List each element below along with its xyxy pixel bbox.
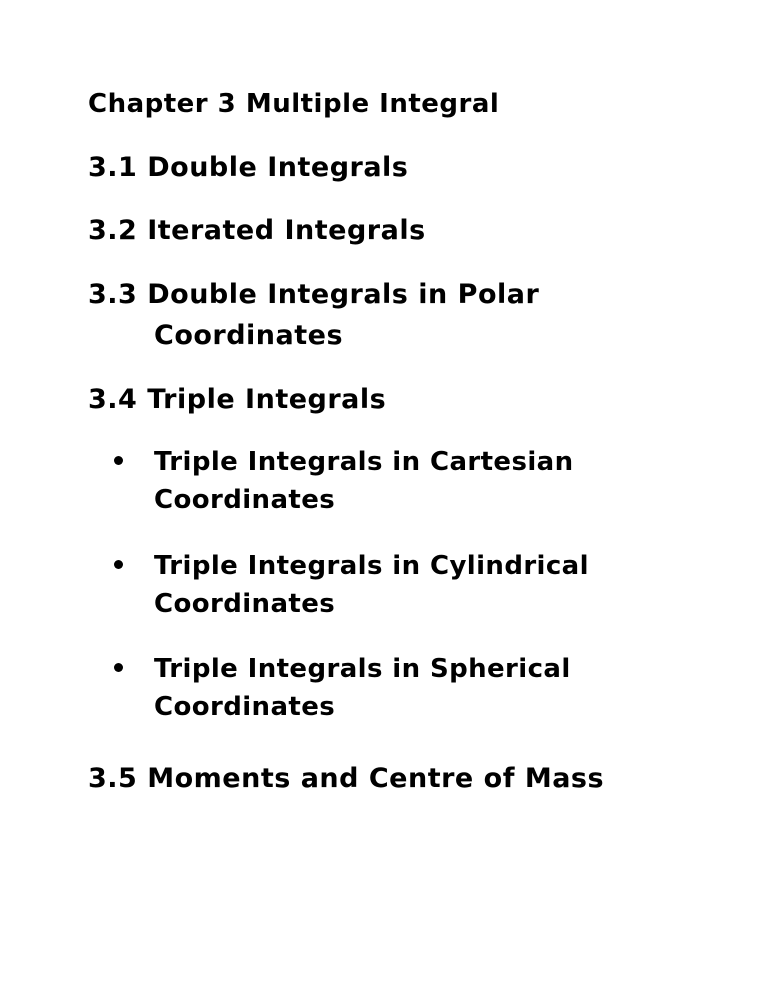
section-heading-3-3 — [88, 278, 688, 353]
list-item-line2: Coordinates — [154, 485, 336, 516]
section-heading-3-2: 3.2 Iterated Integrals — [88, 215, 426, 247]
bullet-dot-icon — [114, 456, 123, 465]
document-content — [88, 88, 688, 794]
bullet-dot-icon — [114, 663, 123, 672]
section-heading-3-3-line2: Coordinates — [154, 319, 344, 351]
list-item-line2: Coordinates — [154, 588, 336, 619]
list-item-line1: Triple Integrals in Spherical — [154, 654, 571, 685]
bullet-dot-icon — [114, 560, 123, 569]
list-item-line2: Coordinates — [154, 692, 336, 723]
list-item — [136, 446, 688, 518]
section-heading-3-5: 3.5 Moments and Centre of Mass — [88, 763, 605, 795]
section-heading-3-4: 3.4 Triple Integrals — [88, 383, 387, 415]
list-item — [136, 653, 688, 725]
page-title: Chapter 3 Multiple Integral — [88, 89, 500, 119]
list-item — [136, 550, 688, 622]
list-item-line1: Triple Integrals in Cartesian — [154, 447, 574, 478]
section-heading-3-1: 3.1 Double Integrals — [88, 151, 409, 183]
bullet-list — [88, 446, 688, 725]
list-item-line1: Triple Integrals in Cylindrical — [154, 550, 589, 581]
section-heading-3-3-line1: 3.3 Double Integrals in Polar — [88, 279, 540, 310]
